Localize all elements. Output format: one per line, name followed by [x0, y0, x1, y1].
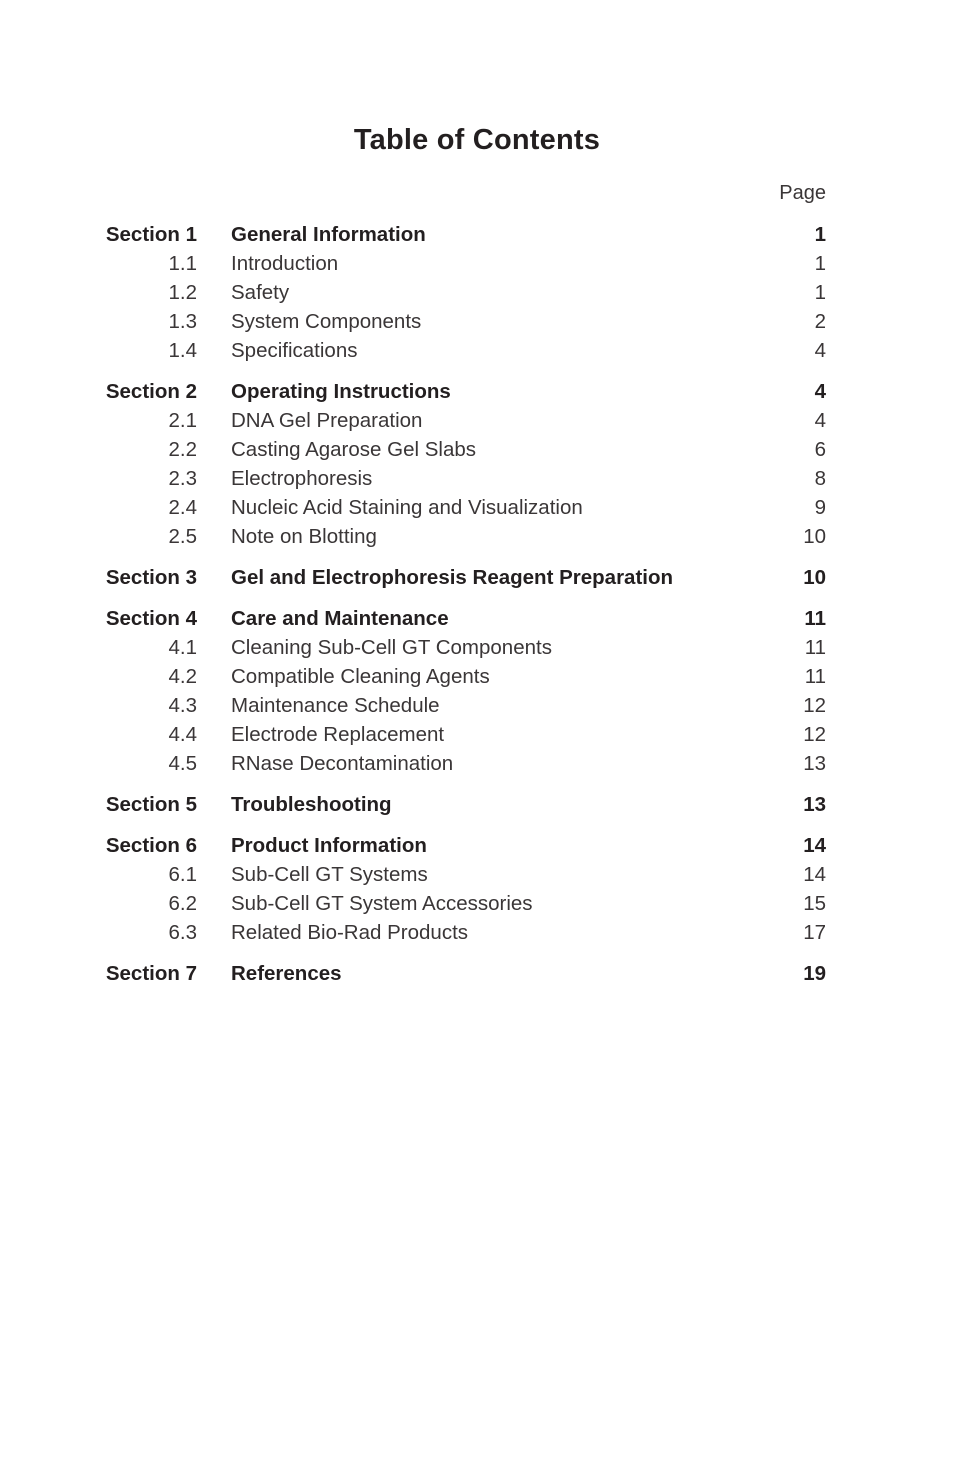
toc-entry[interactable] — [0, 278, 954, 307]
toc-section — [0, 563, 954, 592]
entry-title: Sub-Cell GT Systems — [231, 863, 428, 886]
entry-page-number: 11 — [804, 665, 826, 688]
toc-section-heading[interactable] — [0, 220, 954, 249]
entry-title: Electrode Replacement — [231, 723, 445, 746]
toc-section — [0, 604, 954, 778]
toc-section-heading[interactable] — [0, 959, 954, 988]
entry-title: System Components — [231, 310, 422, 333]
section-number: Section 7 — [105, 962, 197, 985]
entry-number: 6.1 — [168, 863, 197, 886]
entry-page-number: 13 — [803, 752, 826, 775]
entry-number: 1.3 — [168, 310, 197, 333]
entry-number: 4.5 — [168, 752, 197, 775]
entry-number: 2.3 — [168, 467, 197, 490]
entry-title: Note on Blotting — [231, 525, 377, 548]
toc-entry[interactable] — [0, 307, 954, 336]
toc-entry[interactable] — [0, 918, 954, 947]
entry-number: 2.2 — [168, 438, 197, 461]
section-number: Section 5 — [105, 793, 197, 816]
entry-title: Sub-Cell GT System Accessories — [231, 892, 533, 915]
entry-page-number: 1 — [814, 281, 826, 304]
section-page-number: 11 — [804, 607, 826, 630]
section-page-number: 4 — [814, 380, 826, 403]
toc-section — [0, 790, 954, 819]
entry-title: Compatible Cleaning Agents — [231, 665, 490, 688]
entry-page-number: 14 — [803, 863, 826, 886]
section-title: Troubleshooting — [231, 793, 392, 816]
entry-page-number: 12 — [803, 723, 826, 746]
table-of-contents — [0, 220, 954, 1000]
entry-number: 2.1 — [168, 409, 197, 432]
entry-title: RNase Decontamination — [231, 752, 454, 775]
entry-number: 1.1 — [168, 252, 197, 275]
entry-title: Introduction — [231, 252, 339, 275]
entry-title: Related Bio-Rad Products — [231, 921, 469, 944]
entry-page-number: 17 — [803, 921, 826, 944]
entry-number: 6.3 — [168, 921, 197, 944]
section-title: Operating Instructions — [231, 380, 451, 403]
entry-page-number: 4 — [814, 409, 826, 432]
section-title: Care and Maintenance — [231, 607, 449, 630]
entry-number: 1.2 — [168, 281, 197, 304]
toc-entry[interactable] — [0, 662, 954, 691]
section-title: General Information — [231, 223, 426, 246]
toc-entry[interactable] — [0, 860, 954, 889]
entry-page-number: 10 — [803, 525, 826, 548]
entry-number: 4.4 — [168, 723, 197, 746]
section-number: Section 4 — [105, 607, 197, 630]
entry-number: 4.2 — [168, 665, 197, 688]
section-title: References — [231, 962, 342, 985]
section-page-number: 1 — [814, 223, 826, 246]
entry-title: DNA Gel Preparation — [231, 409, 423, 432]
toc-section-heading[interactable] — [0, 604, 954, 633]
entry-page-number: 11 — [804, 636, 826, 659]
toc-entry[interactable] — [0, 464, 954, 493]
entry-page-number: 2 — [814, 310, 826, 333]
section-title: Product Information — [231, 834, 427, 857]
entry-title: Specifications — [231, 339, 358, 362]
entry-title: Nucleic Acid Staining and Visualization — [231, 496, 583, 519]
section-number: Section 3 — [105, 566, 197, 589]
section-page-number: 10 — [803, 566, 826, 589]
entry-page-number: 9 — [814, 496, 826, 519]
entry-title: Electrophoresis — [231, 467, 373, 490]
entry-title: Casting Agarose Gel Slabs — [231, 438, 476, 461]
section-page-number: 19 — [803, 962, 826, 985]
toc-entry[interactable] — [0, 889, 954, 918]
toc-entry[interactable] — [0, 691, 954, 720]
entry-page-number: 15 — [803, 892, 826, 915]
toc-entry[interactable] — [0, 435, 954, 464]
toc-entry[interactable] — [0, 493, 954, 522]
entry-number: 1.4 — [168, 339, 197, 362]
section-number: Section 6 — [105, 834, 197, 857]
section-title: Gel and Electrophoresis Reagent Preparation — [231, 566, 674, 589]
page-title: Table of Contents — [353, 124, 601, 156]
toc-section — [0, 831, 954, 947]
entry-title: Safety — [231, 281, 290, 304]
entry-page-number: 4 — [814, 339, 826, 362]
section-page-number: 13 — [803, 793, 826, 816]
entry-number: 4.1 — [168, 636, 197, 659]
entry-page-number: 1 — [814, 252, 826, 275]
toc-section — [0, 377, 954, 551]
entry-number: 2.5 — [168, 525, 197, 548]
toc-section-heading[interactable] — [0, 831, 954, 860]
entry-title: Maintenance Schedule — [231, 694, 440, 717]
page-column-header: Page — [779, 182, 826, 204]
entry-number: 6.2 — [168, 892, 197, 915]
entry-page-number: 6 — [814, 438, 826, 461]
toc-section-heading[interactable] — [0, 563, 954, 592]
toc-entry[interactable] — [0, 633, 954, 662]
entry-page-number: 12 — [803, 694, 826, 717]
toc-entry[interactable] — [0, 406, 954, 435]
toc-section-heading[interactable] — [0, 790, 954, 819]
toc-entry[interactable] — [0, 749, 954, 778]
toc-entry[interactable] — [0, 522, 954, 551]
toc-entry[interactable] — [0, 336, 954, 365]
entry-page-number: 8 — [814, 467, 826, 490]
entry-number: 2.4 — [168, 496, 197, 519]
entry-number: 4.3 — [168, 694, 197, 717]
toc-section — [0, 959, 954, 988]
section-number: Section 1 — [105, 223, 197, 246]
entry-title: Cleaning Sub-Cell GT Components — [231, 636, 552, 659]
section-number: Section 2 — [105, 380, 197, 403]
toc-section — [0, 220, 954, 365]
toc-entry[interactable] — [0, 249, 954, 278]
toc-entry[interactable] — [0, 720, 954, 749]
section-page-number: 14 — [803, 834, 826, 857]
toc-section-heading[interactable] — [0, 377, 954, 406]
